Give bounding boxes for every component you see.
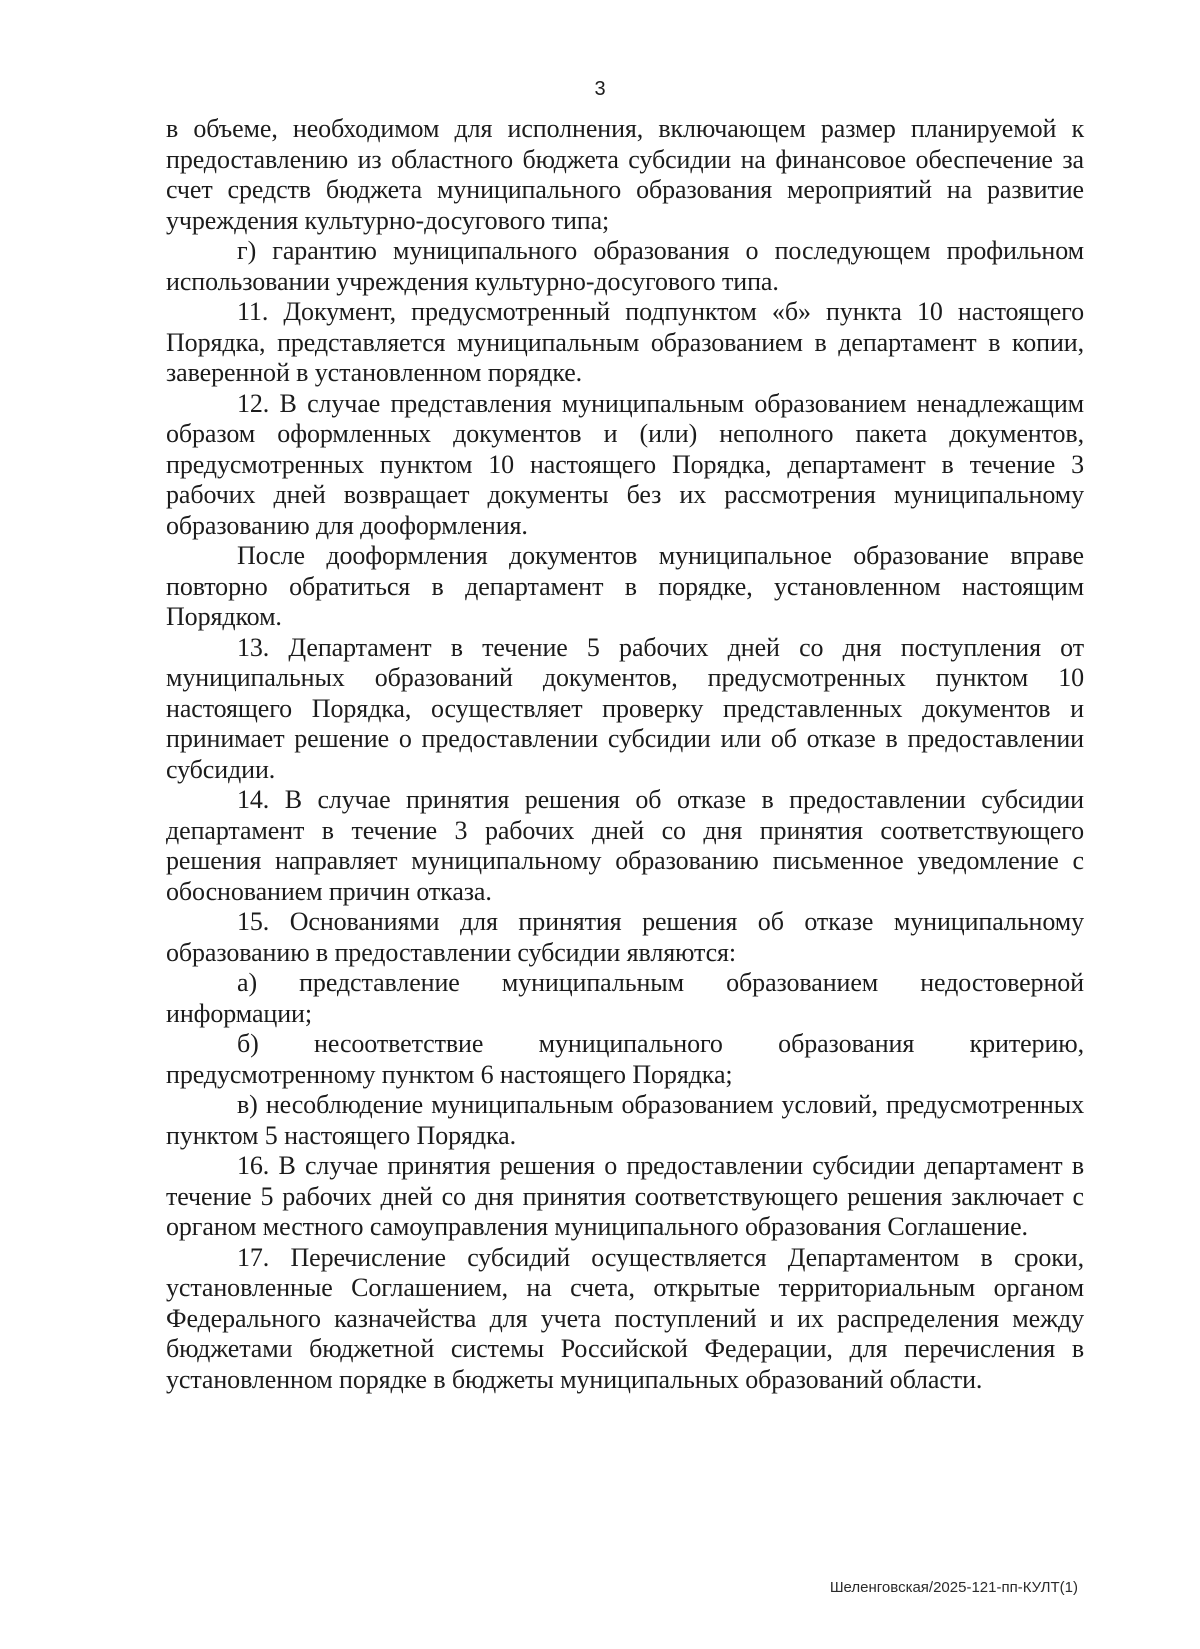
paragraph-17: 17. Перечисление субсидий осуществляется Департаментом в сроки, установленные Соглашением, на счета, открытые территориальным органом Федерального казначейства для учета поступлений и их распределения между бюджетами бюджетной системы Российской Федерации, для перечисления в установленном порядке в бюджеты муниципальных образований области. [166,1242,1084,1394]
paragraph-15-item-a: а) представление муниципальным образованием недостоверной информации; [166,968,1084,1028]
page-number: 3 [594,78,606,100]
document-code: Шеленговская/2025-121-пп-КУЛТ(1) [829,1579,1078,1596]
paragraph-continuation: в объеме, необходимом для исполнения, включающем размер планируемой к предоставлению из областного бюджета субсидии на финансовое обеспечение за счет средств бюджета муниципального образования мероприятий на развитие учреждения культурно-досугового типа; [166,114,1084,235]
paragraph-15: 15. Основаниями для принятия решения об отказе муниципальному образованию в предоставлении субсидии являются: [166,907,1084,967]
paragraph-15-item-v: в) несоблюдение муниципальным образованием условий, предусмотренных пунктом 5 настоящего Порядка. [166,1090,1084,1150]
paragraph-13: 13. Департамент в течение 5 рабочих дней со дня поступления от муниципальных образований документов, предусмотренных пунктом 10 настоящего Порядка, осуществляет проверку представленных документов и принимает решение о предоставлении субсидии или об отказе в предоставлении субсидии. [166,632,1084,784]
paragraph-14: 14. В случае принятия решения об отказе в предоставлении субсидии департамент в течение 3 рабочих дней со дня принятия соответствующего решения направляет муниципальному образованию письменное уведомление с обоснованием причин отказа. [166,785,1084,906]
paragraph-item-g: г) гарантию муниципального образования о последующем профильном использовании учреждения культурно-досугового типа. [166,236,1084,296]
paragraph-12-continued: После дооформления документов муниципальное образование вправе повторно обратиться в департамент в порядке, установленном настоящим Порядком. [166,541,1084,631]
document-body [166,114,1084,1395]
paragraph-16: 16. В случае принятия решения о предоставлении субсидии департамент в течение 5 рабочих дней со дня принятия соответствующего решения заключает с органом местного самоуправления муниципального образования Соглашение. [166,1151,1084,1241]
paragraph-11: 11. Документ, предусмотренный подпунктом «б» пункта 10 настоящего Порядка, представляется муниципальным образованием в департамент в копии, заверенной в установленном порядке. [166,297,1084,387]
paragraph-12: 12. В случае представления муниципальным образованием ненадлежащим образом оформленных документов и (или) неполного пакета документов, предусмотренных пунктом 10 настоящего Порядка, департамент в течение 3 рабочих дней возвращает документы без их рассмотрения муниципальному образованию для дооформления. [166,388,1084,540]
paragraph-15-item-b: б) несоответствие муниципального образования критерию, предусмотренному пунктом 6 настоящего Порядка; [166,1029,1084,1089]
